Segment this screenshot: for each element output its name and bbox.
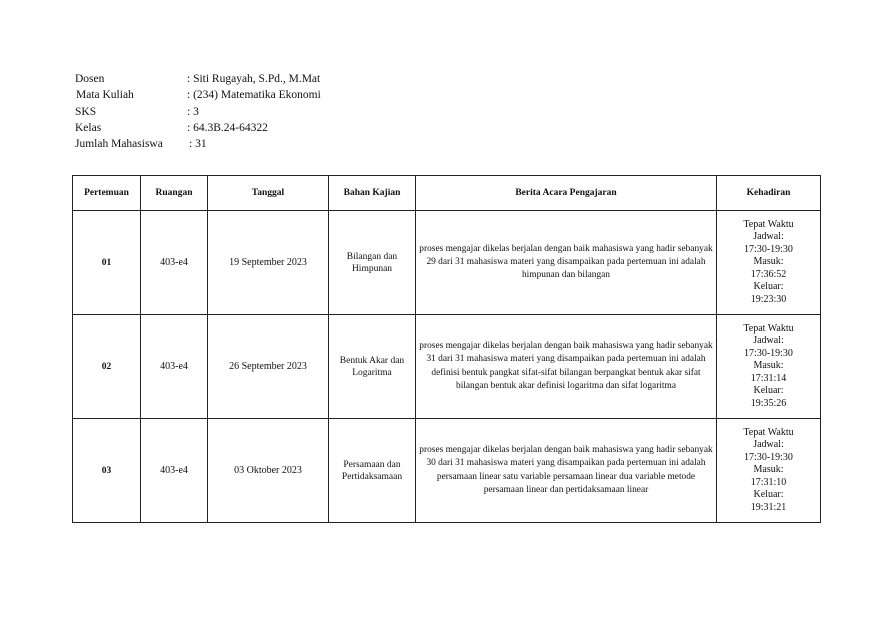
attendance-in-time: 17:31:10 [750, 476, 787, 488]
cell-tanggal: 26 September 2023 [208, 315, 329, 419]
cell-tanggal: 19 September 2023 [208, 211, 329, 315]
attendance-in-label: Masuk: [753, 464, 784, 476]
header-kehadiran: Kehadiran [717, 176, 821, 211]
attendance-in-label: Masuk: [753, 256, 784, 268]
attendance-schedule: 17:30-19:30 [744, 451, 793, 463]
header-ruangan: Ruangan [141, 176, 208, 211]
attendance-out-label: Keluar: [753, 489, 784, 501]
table-header-row [73, 176, 821, 211]
attendance-out-time: 19:23:30 [750, 293, 787, 305]
info-label: SKS [75, 105, 97, 118]
header-tanggal: Tanggal [208, 176, 329, 211]
cell-pertemuan: 01 [73, 211, 141, 315]
cell-pertemuan: 02 [73, 315, 141, 419]
header-bahan-kajian: Bahan Kajian [329, 176, 416, 211]
attendance-out-label: Keluar: [753, 385, 784, 397]
table-row [73, 315, 821, 419]
cell-ruangan: 403-e4 [141, 211, 208, 315]
attendance-status: Tepat Waktu [743, 323, 794, 335]
attendance-status: Tepat Waktu [743, 427, 794, 439]
info-label: Mata Kuliah [76, 89, 134, 102]
info-label: Dosen [75, 73, 105, 85]
cell-kehadiran [717, 211, 821, 315]
cell-pertemuan: 03 [73, 419, 141, 523]
attendance-out-time: 19:31:21 [750, 501, 787, 513]
attendance-schedule: 17:30-19:30 [744, 243, 793, 255]
attendance-schedule-label: Jadwal: [753, 439, 784, 451]
table-row [73, 211, 821, 315]
cell-bahan-kajian: Bilangan dan Himpunan [329, 211, 416, 315]
attendance-schedule-label: Jadwal: [753, 231, 784, 243]
attendance-in-label: Masuk: [753, 360, 784, 372]
cell-berita-acara: proses mengajar dikelas berjalan dengan baik mahasiswa yang hadir sebanyak 30 dari 31 mahasiswa materi yang disampaikan pada pertemuan ini adalah persamaan linear satu variable persamaan linear dua variable metode persamaan linear dan pertidaksamaan linear [416, 419, 717, 523]
cell-kehadiran [717, 419, 821, 523]
info-value: : (234) Matematika Ekonomi [187, 89, 321, 102]
info-label: Kelas [75, 121, 102, 134]
attendance-in-time: 17:31:14 [750, 372, 787, 384]
cell-bahan-kajian: Bentuk Akar dan Logaritma [329, 315, 416, 419]
attendance-in-time: 17:36:52 [750, 268, 787, 280]
attendance-out-label: Keluar: [753, 281, 784, 293]
cell-ruangan: 403-e4 [141, 419, 208, 523]
info-value: : 64.3B.24-64322 [187, 121, 268, 134]
info-label: Jumlah Mahasiswa [75, 138, 163, 151]
teaching-report-table [72, 175, 821, 523]
info-value: : Siti Rugayah, S.Pd., M.Mat [187, 73, 321, 85]
cell-bahan-kajian: Persamaan dan Pertidaksamaan [329, 419, 416, 523]
attendance-status: Tepat Waktu [743, 219, 794, 231]
attendance-schedule-label: Jadwal: [753, 335, 784, 347]
attendance-out-time: 19:35:26 [750, 397, 787, 409]
table-row [73, 419, 821, 523]
info-value: : 3 [187, 105, 199, 118]
cell-berita-acara: proses mengajar dikelas berjalan dengan baik mahasiswa yang hadir sebanyak 29 dari 31 mahasiswa materi yang disampaikan pada pertemuan ini adalah himpunan dan bilangan [416, 211, 717, 315]
cell-berita-acara: proses mengajar dikelas berjalan dengan baik mahasiswa yang hadir sebanyak 31 dari 31 mahasiswa materi yang disampaikan pada pertemuan ini adalah definisi bentuk pangkat sifat-sifat bilangan berpangkat bentuk akar sifat bilangan bentuk akar definisi logaritma dan sifat logaritma [416, 315, 717, 419]
header-pertemuan: Pertemuan [73, 176, 141, 211]
info-value: : 31 [189, 138, 207, 151]
header-berita-acara: Berita Acara Pengajaran [416, 176, 717, 211]
cell-tanggal: 03 Oktober 2023 [208, 419, 329, 523]
attendance-schedule: 17:30-19:30 [744, 347, 793, 359]
cell-ruangan: 403-e4 [141, 315, 208, 419]
cell-kehadiran [717, 315, 821, 419]
